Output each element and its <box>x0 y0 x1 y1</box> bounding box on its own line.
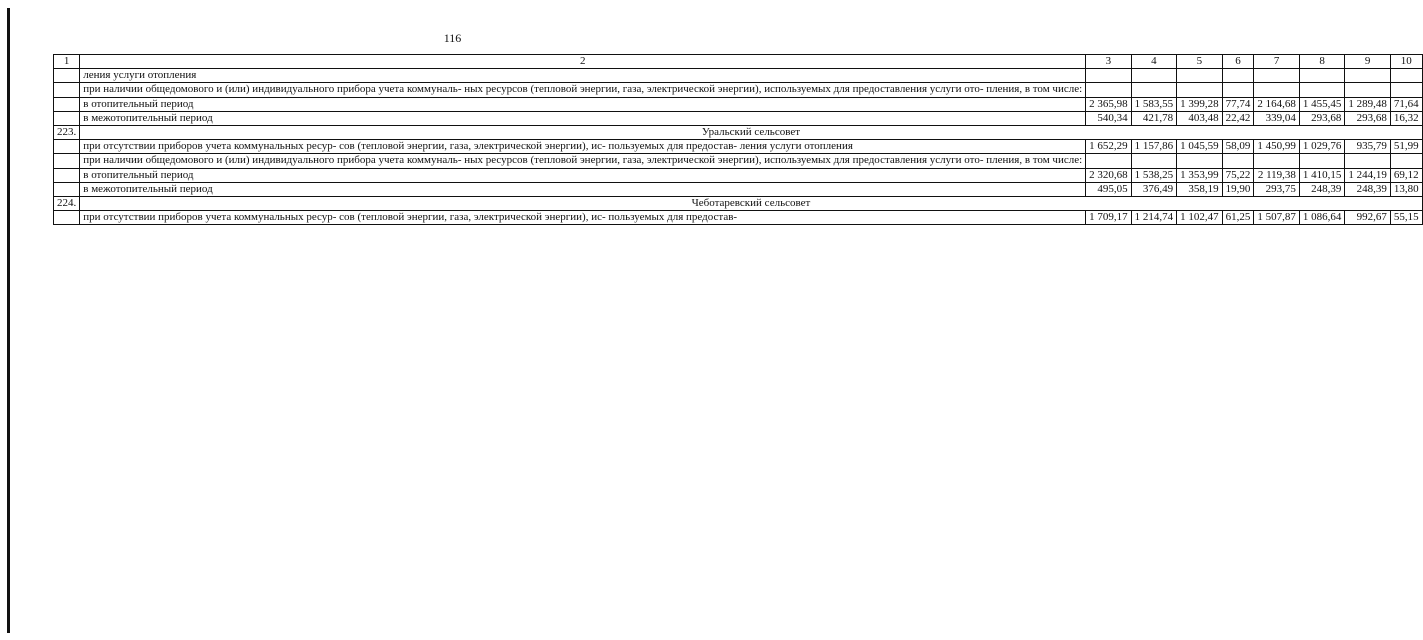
description-cell: при отсутствии приборов учета коммунальных ресур- сов (тепловой энергии, газа, электрической энергии), ис- пользуемых для предостав- ления услуги отопления <box>80 140 1086 154</box>
description-cell: в отопительный период <box>80 168 1086 182</box>
value-cell <box>1177 154 1223 168</box>
value-cell: 1 029,76 <box>1299 140 1345 154</box>
value-cell: 403,48 <box>1177 111 1223 125</box>
value-cell: 293,75 <box>1254 182 1300 196</box>
value-cell: 1 450,99 <box>1254 140 1300 154</box>
value-cell: 1 086,64 <box>1299 211 1345 225</box>
value-cell <box>1177 69 1223 83</box>
row-number-cell: 223. <box>54 126 80 140</box>
row-number-cell <box>54 140 80 154</box>
value-cell <box>1254 154 1300 168</box>
value-cell: 61,25 <box>1222 211 1254 225</box>
description-row <box>54 69 1423 83</box>
table-body <box>54 55 1423 225</box>
column-number-row <box>54 55 1423 69</box>
value-cell: 51,99 <box>1390 140 1422 154</box>
row-number-cell <box>54 182 80 196</box>
row-number-cell <box>54 111 80 125</box>
page-number: 116 <box>443 31 462 45</box>
description-cell: в межотопительный период <box>80 182 1086 196</box>
value-cell <box>1299 83 1345 97</box>
value-cell: 1 214,74 <box>1131 211 1177 225</box>
value-cell: 1 583,55 <box>1131 97 1177 111</box>
value-cell <box>1222 154 1254 168</box>
value-cell <box>1131 154 1177 168</box>
value-cell: 540,34 <box>1086 111 1132 125</box>
value-cell: 71,64 <box>1390 97 1422 111</box>
row-number-cell: 224. <box>54 197 80 211</box>
value-cell <box>1177 83 1223 97</box>
value-cell <box>1299 154 1345 168</box>
binding-edge-line <box>7 8 10 633</box>
value-cell: 421,78 <box>1131 111 1177 125</box>
description-cell: при отсутствии приборов учета коммунальных ресур- сов (тепловой энергии, газа, электрической энергии), ис- пользуемых для предостав- <box>80 211 1086 225</box>
row-number-cell <box>54 168 80 182</box>
period-row <box>54 97 1423 111</box>
description-row <box>54 154 1423 168</box>
value-cell: 55,15 <box>1390 211 1422 225</box>
description-row <box>54 140 1423 154</box>
section-row <box>54 197 1423 211</box>
value-cell: 1 507,87 <box>1254 211 1300 225</box>
section-row <box>54 126 1423 140</box>
value-cell: 58,09 <box>1222 140 1254 154</box>
column-number-cell: 4 <box>1131 55 1177 69</box>
value-cell: 19,90 <box>1222 182 1254 196</box>
value-cell: 2 365,98 <box>1086 97 1132 111</box>
column-number-cell: 10 <box>1390 55 1422 69</box>
period-row <box>54 111 1423 125</box>
value-cell <box>1345 154 1391 168</box>
value-cell: 22,42 <box>1222 111 1254 125</box>
row-number-cell <box>54 154 80 168</box>
column-number-cell: 5 <box>1177 55 1223 69</box>
value-cell: 13,80 <box>1390 182 1422 196</box>
value-cell: 376,49 <box>1131 182 1177 196</box>
period-row <box>54 182 1423 196</box>
value-cell: 1 709,17 <box>1086 211 1132 225</box>
value-cell: 495,05 <box>1086 182 1132 196</box>
row-number-cell <box>54 211 80 225</box>
value-cell <box>1345 83 1391 97</box>
value-cell: 248,39 <box>1299 182 1345 196</box>
description-row <box>54 83 1423 97</box>
value-cell <box>1086 154 1132 168</box>
value-cell: 1 102,47 <box>1177 211 1223 225</box>
column-number-cell: 8 <box>1299 55 1345 69</box>
value-cell <box>1131 69 1177 83</box>
row-number-cell <box>54 97 80 111</box>
value-cell: 1 652,29 <box>1086 140 1132 154</box>
description-row <box>54 211 1423 225</box>
value-cell <box>1390 69 1422 83</box>
value-cell <box>1390 83 1422 97</box>
value-cell: 1 157,86 <box>1131 140 1177 154</box>
value-cell: 2 119,38 <box>1254 168 1300 182</box>
description-cell: при наличии общедомового и (или) индивидуального прибора учета коммуналь- ных ресурсов (тепловой энергии, газа, электрической энергии), используемых для предоставления услуги ото- пления, в том числе: <box>80 154 1086 168</box>
row-number-cell <box>54 69 80 83</box>
value-cell: 16,32 <box>1390 111 1422 125</box>
period-row <box>54 168 1423 182</box>
value-cell <box>1254 83 1300 97</box>
description-cell: ления услуги отопления <box>80 69 1086 83</box>
value-cell <box>1131 83 1177 97</box>
value-cell: 1 399,28 <box>1177 97 1223 111</box>
section-title-cell: Чеботаревский сельсовет <box>80 197 1422 211</box>
value-cell: 2 164,68 <box>1254 97 1300 111</box>
value-cell: 1 353,99 <box>1177 168 1223 182</box>
description-cell: при наличии общедомового и (или) индивидуального прибора учета коммуналь- ных ресурсов (тепловой энергии, газа, электрической энергии), используемых для предоставления услуги ото- пления, в том числе: <box>80 83 1086 97</box>
value-cell <box>1254 69 1300 83</box>
value-cell <box>1390 154 1422 168</box>
value-cell: 358,19 <box>1177 182 1223 196</box>
value-cell <box>1086 69 1132 83</box>
column-number-cell: 9 <box>1345 55 1391 69</box>
value-cell: 1 244,19 <box>1345 168 1391 182</box>
column-number-cell: 1 <box>54 55 80 69</box>
value-cell: 69,12 <box>1390 168 1422 182</box>
description-cell: в межотопительный период <box>80 111 1086 125</box>
tariff-table <box>53 54 1423 225</box>
column-number-cell: 6 <box>1222 55 1254 69</box>
column-number-cell: 2 <box>80 55 1086 69</box>
value-cell <box>1345 69 1391 83</box>
row-number-cell <box>54 83 80 97</box>
value-cell: 293,68 <box>1345 111 1391 125</box>
column-number-cell: 3 <box>1086 55 1132 69</box>
value-cell: 1 455,45 <box>1299 97 1345 111</box>
value-cell <box>1086 83 1132 97</box>
value-cell <box>1299 69 1345 83</box>
value-cell: 339,04 <box>1254 111 1300 125</box>
section-title-cell: Уральский сельсовет <box>80 126 1422 140</box>
value-cell: 77,74 <box>1222 97 1254 111</box>
value-cell: 248,39 <box>1345 182 1391 196</box>
description-cell: в отопительный период <box>80 97 1086 111</box>
value-cell: 1 410,15 <box>1299 168 1345 182</box>
value-cell: 1 045,59 <box>1177 140 1223 154</box>
value-cell: 935,79 <box>1345 140 1391 154</box>
value-cell: 75,22 <box>1222 168 1254 182</box>
column-number-cell: 7 <box>1254 55 1300 69</box>
value-cell <box>1222 69 1254 83</box>
value-cell: 1 538,25 <box>1131 168 1177 182</box>
value-cell <box>1222 83 1254 97</box>
value-cell: 992,67 <box>1345 211 1391 225</box>
value-cell: 293,68 <box>1299 111 1345 125</box>
value-cell: 1 289,48 <box>1345 97 1391 111</box>
value-cell: 2 320,68 <box>1086 168 1132 182</box>
